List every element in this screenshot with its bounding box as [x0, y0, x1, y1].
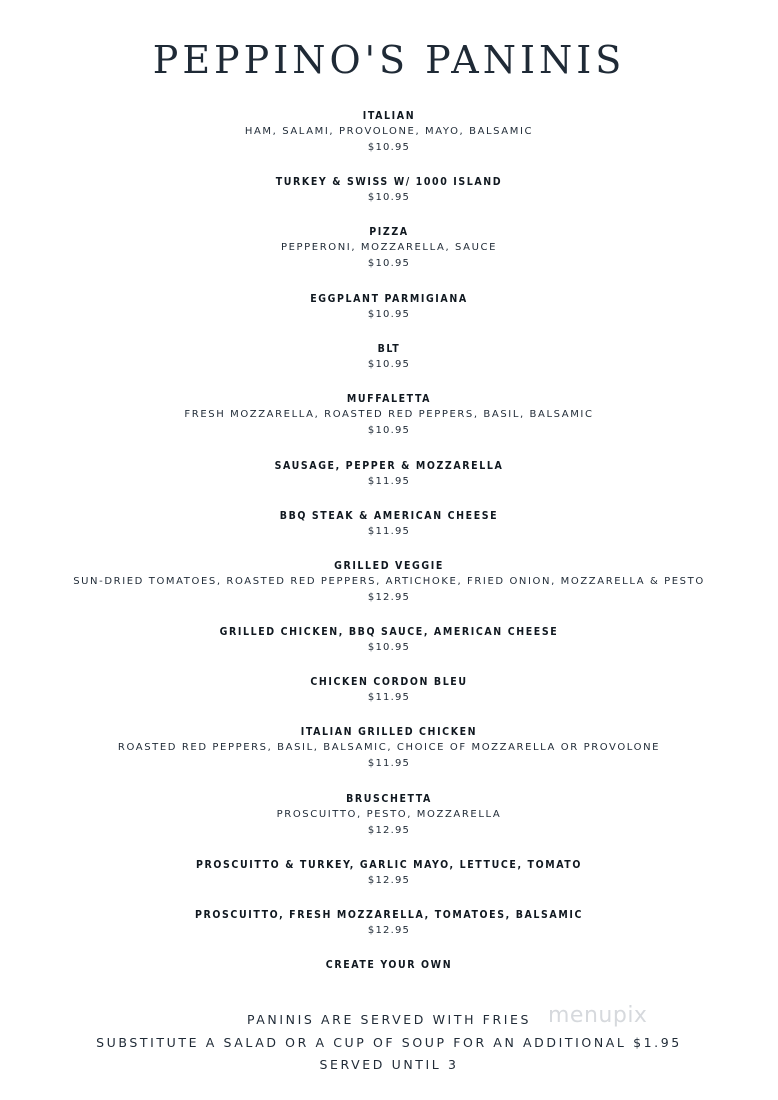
item-price: $11.95 — [367, 758, 411, 769]
item-name: BLT — [377, 343, 401, 355]
menu-item — [0, 558, 778, 606]
footer-substitute-note: SUBSTITUTE A SALAD OR A CUP OF SOUP FOR AN ADDITIONAL $1.95 — [96, 1034, 682, 1050]
item-price: $10.95 — [367, 192, 411, 203]
menu-item — [0, 458, 778, 490]
item-name: MUFFALETTA — [346, 393, 432, 405]
item-description: SUN-DRIED TOMATOES, ROASTED RED PEPPERS, ARTICHOKE, FRIED ONION, MOZZARELLA & PESTO — [73, 576, 705, 587]
item-price: $10.95 — [367, 258, 411, 269]
menu-item — [0, 957, 778, 973]
menu-item — [0, 791, 778, 839]
menu-item — [0, 391, 778, 439]
item-price: $11.95 — [367, 476, 411, 487]
item-name: CREATE YOUR OWN — [325, 959, 453, 971]
item-price: $11.95 — [367, 526, 411, 537]
item-price: $10.95 — [367, 142, 411, 153]
item-name: BRUSCHETTA — [346, 793, 432, 805]
item-name: ITALIAN GRILLED CHICKEN — [300, 726, 478, 738]
item-name: GRILLED VEGGIE — [334, 560, 444, 572]
item-description: HAM, SALAMI, PROVOLONE, MAYO, BALSAMIC — [244, 126, 534, 137]
item-price: $12.95 — [367, 592, 411, 603]
menu-item — [0, 341, 778, 373]
item-name: PROSCUITTO, FRESH MOZZARELLA, TOMATOES, BALSAMIC — [195, 909, 583, 921]
menu-item — [0, 857, 778, 889]
item-name: ITALIAN — [362, 110, 416, 122]
menu-item — [0, 724, 778, 772]
item-name: SAUSAGE, PEPPER & MOZZARELLA — [274, 460, 504, 472]
page-title: PEPPINO'S PANINIS — [152, 38, 626, 82]
menu-item — [0, 108, 778, 156]
item-name: BBQ STEAK & AMERICAN CHEESE — [279, 510, 499, 522]
menu-item — [0, 624, 778, 656]
item-price: $11.95 — [367, 692, 411, 703]
menu-item — [0, 291, 778, 323]
menu-item — [0, 174, 778, 206]
item-price: $12.95 — [367, 925, 411, 936]
menu-item — [0, 674, 778, 706]
footer-fries-note: PANINIS ARE SERVED WITH FRIES — [246, 1012, 532, 1027]
item-name: CHICKEN CORDON BLEU — [310, 676, 468, 688]
menu-footer — [0, 1009, 778, 1077]
menu-item — [0, 224, 778, 272]
footer-hours-note: SERVED UNTIL 3 — [319, 1057, 459, 1072]
menu-item — [0, 907, 778, 939]
item-price: $10.95 — [367, 642, 411, 653]
item-price: $12.95 — [367, 875, 411, 886]
item-name: GRILLED CHICKEN, BBQ SAUCE, AMERICAN CHEESE — [219, 626, 559, 638]
menupix-watermark: menupix — [548, 1003, 648, 1028]
item-name: PROSCUITTO & TURKEY, GARLIC MAYO, LETTUCE, TOMATO — [196, 859, 582, 871]
item-price: $12.95 — [367, 825, 411, 836]
item-name: PIZZA — [369, 226, 409, 238]
item-description: PEPPERONI, MOZZARELLA, SAUCE — [280, 242, 497, 253]
menu-item — [0, 508, 778, 540]
item-description: PROSCUITTO, PESTO, MOZZARELLA — [276, 809, 502, 820]
item-price: $10.95 — [367, 309, 411, 320]
item-name: EGGPLANT PARMIGIANA — [310, 293, 468, 305]
item-name: TURKEY & SWISS W/ 1000 ISLAND — [275, 176, 503, 188]
item-price: $10.95 — [367, 359, 411, 370]
item-description: ROASTED RED PEPPERS, BASIL, BALSAMIC, CHOICE OF MOZZARELLA OR PROVOLONE — [117, 742, 661, 753]
item-description: FRESH MOZZARELLA, ROASTED RED PEPPERS, BASIL, BALSAMIC — [184, 409, 594, 420]
item-price: $10.95 — [367, 425, 411, 436]
